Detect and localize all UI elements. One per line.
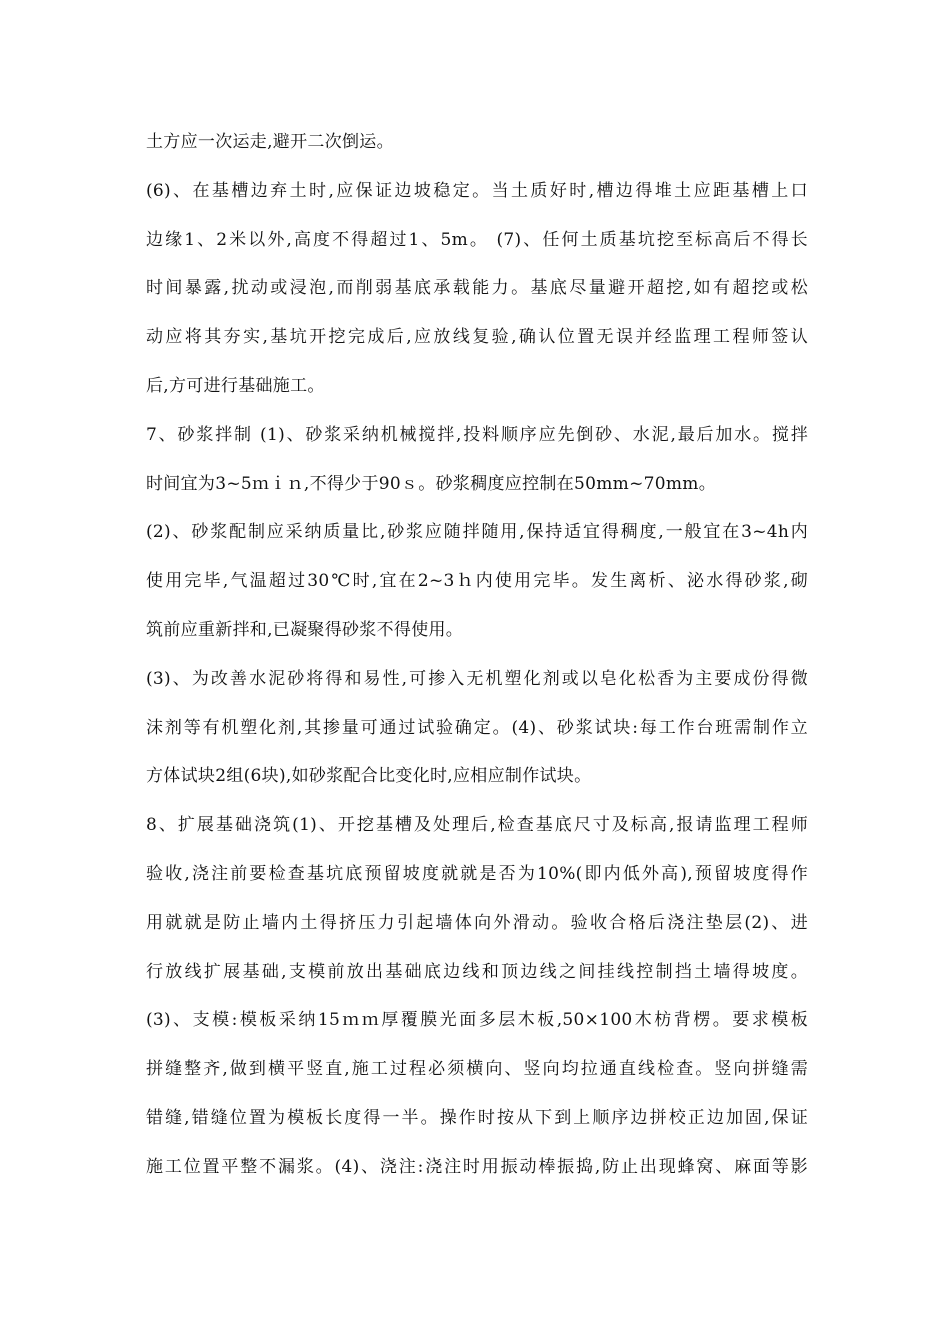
text-line: 行放线扩展基础,支模前放出基础底边线和顶边线之间挂线控制挡土墙得坡度。 <box>146 961 808 982</box>
text-line: 用就就是防止墙内土得挤压力引起墙体向外滑动。验收合格后浇注垫层(2)、进 <box>146 912 808 933</box>
text-line: 施工位置平整不漏浆。(4)、浇注:浇注时用振动棒振捣,防止出现蜂窝、麻面等影 <box>146 1156 808 1177</box>
text-line: 土方应一次运走,避开二次倒运。 <box>146 132 394 152</box>
text-line: (3)、为改善水泥砂将得和易性,可掺入无机塑化剂或以皂化松香为主要成份得微 <box>146 668 808 689</box>
body-text <box>146 118 808 1192</box>
text-line: 方体试块2组(6块),如砂浆配合比变化时,应相应制作试块。 <box>146 766 592 787</box>
text-line: (2)、砂浆配制应采纳质量比,砂浆应随拌随用,保持适宜得稠度,一般宜在3~4h内 <box>146 522 808 543</box>
text-line: 后,方可进行基础施工。 <box>146 375 325 396</box>
text-line: 使用完毕,气温超过30℃时,宜在2~3ｈ内使用完毕。发生离析、泌水得砂浆,砌 <box>146 571 808 592</box>
text-line: 错缝,错缝位置为模板长度得一半。操作时按从下到上顺序边拼校正边加固,保证 <box>146 1107 808 1128</box>
text-line: 动应将其夯实,基坑开挖完成后,应放线复验,确认位置无误并经监理工程师签认 <box>146 327 808 348</box>
text-line: 8、扩展基础浇筑(1)、开挖基槽及处理后,检查基底尺寸及标高,报请监理工程师 <box>146 815 808 836</box>
text-line: (6)、在基槽边弃土时,应保证边坡稳定。当土质好时,槽边得堆土应距基槽上口 <box>146 180 808 201</box>
text-line: 验收,浇注前要检查基坑底预留坡度就就是否为10%(即内低外高),预留坡度得作 <box>146 863 808 884</box>
text-line: 沫剂等有机塑化剂,其掺量可通过试验确定。(4)、砂浆试块:每工作台班需制作立 <box>146 717 808 738</box>
text-line: 7、砂浆拌制 (1)、砂浆采纳机械搅拌,投料顺序应先倒砂、水泥,最后加水。搅拌 <box>146 424 808 445</box>
text-line: 拼缝整齐,做到横平竖直,施工过程必须横向、竖向均拉通直线检查。竖向拼缝需 <box>146 1059 808 1080</box>
text-line: (3)、支模:模板采纳15ｍｍ厚覆膜光面多层木板,50×100木枋背楞。要求模板 <box>146 1010 808 1031</box>
text-line: 时间暴露,扰动或浸泡,而削弱基底承载能力。基底尽量避开超挖,如有超挖或松 <box>146 278 808 299</box>
text-line: 边缘1、2米以外,高度不得超过1、5m。 (7)、任何土质基坑挖至标高后不得长 <box>146 229 808 250</box>
text-line: 时间宜为3~5ｍｉｎ,不得少于90ｓ。砂浆稠度应控制在50mm~70mm。 <box>146 473 716 494</box>
text-line: 筑前应重新拌和,已凝聚得砂浆不得使用。 <box>146 619 464 640</box>
